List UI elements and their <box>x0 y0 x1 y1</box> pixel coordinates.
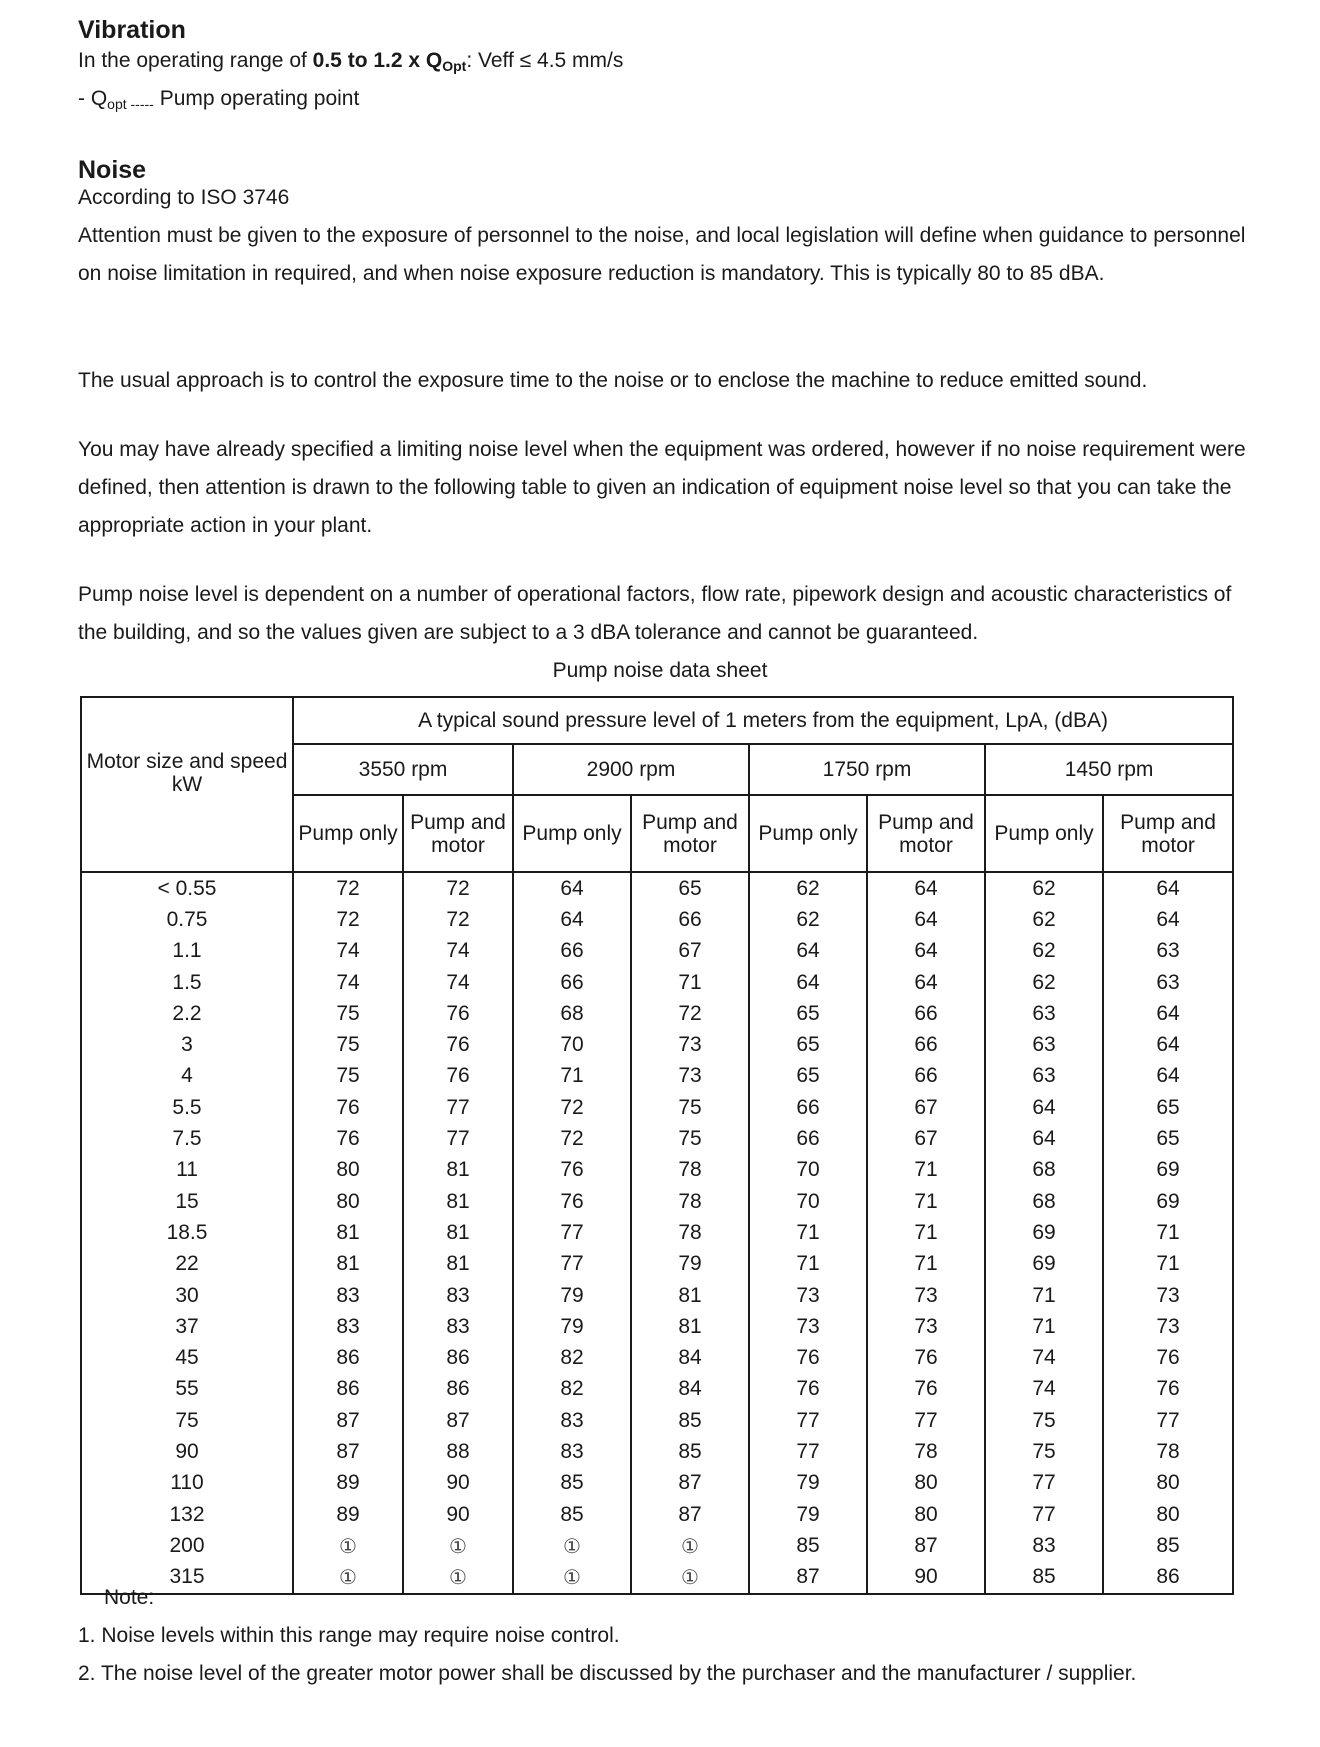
group-header: A typical sound pressure level of 1 meters from the equipment, LpA, (dBA) <box>293 697 1233 744</box>
noise-value-cell: 71 <box>631 967 749 998</box>
motor-size-cell: 3 <box>81 1029 293 1060</box>
noise-value-cell: 75 <box>293 1029 403 1060</box>
noise-value-cell: 64 <box>1103 998 1233 1029</box>
noise-value-cell: 75 <box>631 1123 749 1154</box>
noise-value-cell: 69 <box>985 1217 1103 1248</box>
noise-value-cell: 86 <box>403 1374 513 1405</box>
noise-value-cell: 71 <box>749 1217 867 1248</box>
table-row <box>81 872 1233 904</box>
noise-value-cell: 62 <box>985 872 1103 904</box>
vibration-qopt-line <box>78 80 1258 123</box>
footnote-marker-cell: ① <box>293 1562 403 1594</box>
footnote-marker-cell: ① <box>631 1562 749 1594</box>
table-caption: Pump noise data sheet <box>552 659 768 682</box>
noise-value-cell: 86 <box>293 1342 403 1373</box>
noise-value-cell: 66 <box>867 998 985 1029</box>
noise-value-cell: 67 <box>867 1123 985 1154</box>
motor-size-cell: 15 <box>81 1186 293 1217</box>
table-row <box>81 1468 1233 1499</box>
noise-value-cell: 76 <box>867 1374 985 1405</box>
motor-size-cell: 2.2 <box>81 998 293 1029</box>
noise-value-cell: 75 <box>985 1405 1103 1436</box>
motor-size-cell: 110 <box>81 1468 293 1499</box>
table-row <box>81 936 1233 967</box>
motor-size-cell: 315 <box>81 1562 293 1594</box>
noise-value-cell: 72 <box>631 998 749 1029</box>
sub-header-pump-motor: Pump and motor <box>1103 795 1233 872</box>
motor-size-cell: 90 <box>81 1436 293 1467</box>
noise-value-cell: 71 <box>1103 1249 1233 1280</box>
noise-value-cell: 79 <box>513 1280 631 1311</box>
motor-size-cell: 30 <box>81 1280 293 1311</box>
noise-value-cell: 76 <box>1103 1374 1233 1405</box>
noise-value-cell: 77 <box>749 1436 867 1467</box>
table-row <box>81 1405 1233 1436</box>
noise-value-cell: 66 <box>749 1092 867 1123</box>
table-row <box>81 1061 1233 1092</box>
noise-value-cell: 85 <box>631 1436 749 1467</box>
noise-value-cell: 86 <box>1103 1562 1233 1594</box>
noise-value-cell: 77 <box>985 1499 1103 1530</box>
motor-size-cell: 1.1 <box>81 936 293 967</box>
footnote-marker-cell: ① <box>293 1530 403 1561</box>
noise-paragraph-1: Attention must be given to the exposure of personnel to the noise, and local legislation will define when guidance to personnel on noise limitation in required, and when noise exposure reduction is mandatory. This is typically 80 to 85 dBA. <box>78 224 1246 285</box>
speed-header-1750: 1750 rpm <box>749 744 985 795</box>
noise-value-cell: 81 <box>293 1217 403 1248</box>
noise-value-cell: 83 <box>293 1311 403 1342</box>
noise-value-cell: 71 <box>985 1280 1103 1311</box>
noise-value-cell: 71 <box>867 1186 985 1217</box>
noise-value-cell: 72 <box>513 1123 631 1154</box>
motor-size-cell: 55 <box>81 1374 293 1405</box>
table-row <box>81 1123 1233 1154</box>
noise-value-cell: 82 <box>513 1374 631 1405</box>
motor-size-cell: 5.5 <box>81 1092 293 1123</box>
noise-value-cell: 66 <box>631 904 749 935</box>
noise-value-cell: 64 <box>1103 872 1233 904</box>
noise-paragraph-3: You may have already specified a limiting noise level when the equipment was ordered, however if no noise requirement were defined, then attention is drawn to the following table to given an indication of equipment noise level so that you can take the appropriate action in your plant. <box>78 438 1246 537</box>
noise-value-cell: 77 <box>749 1405 867 1436</box>
noise-value-cell: 63 <box>985 998 1103 1029</box>
noise-value-cell: 83 <box>985 1530 1103 1561</box>
noise-value-cell: 79 <box>749 1468 867 1499</box>
noise-value-cell: 72 <box>293 872 403 904</box>
sub-header-pump-only: Pump only <box>293 795 403 872</box>
noise-value-cell: 76 <box>749 1342 867 1373</box>
noise-value-cell: 71 <box>985 1311 1103 1342</box>
noise-value-cell: 72 <box>513 1092 631 1123</box>
noise-value-cell: 85 <box>513 1468 631 1499</box>
noise-value-cell: 66 <box>513 936 631 967</box>
noise-value-cell: 78 <box>631 1155 749 1186</box>
footnote-marker-cell: ① <box>631 1530 749 1561</box>
noise-value-cell: 80 <box>867 1499 985 1530</box>
noise-standard: According to ISO 3746 <box>78 186 290 209</box>
noise-value-cell: 68 <box>985 1155 1103 1186</box>
table-row <box>81 1186 1233 1217</box>
noise-value-cell: 89 <box>293 1468 403 1499</box>
noise-value-cell: 87 <box>631 1468 749 1499</box>
noise-value-cell: 64 <box>985 1092 1103 1123</box>
motor-size-cell: 200 <box>81 1530 293 1561</box>
vibration-range-suffix: : Veff ≤ 4.5 mm/s <box>466 49 624 72</box>
noise-value-cell: 75 <box>631 1092 749 1123</box>
noise-value-cell: 64 <box>985 1123 1103 1154</box>
table-row <box>81 1155 1233 1186</box>
table-row <box>81 1342 1233 1373</box>
noise-paragraph-4: Pump noise level is dependent on a number of operational factors, flow rate, pipework design and acoustic characteristics of the building, and so the values given are subject to a 3 dBA tolerance and cannot be guaranteed. <box>78 583 1232 644</box>
motor-size-cell: 1.5 <box>81 967 293 998</box>
noise-value-cell: 82 <box>513 1342 631 1373</box>
noise-value-cell: 77 <box>513 1249 631 1280</box>
footnote-marker-cell: ① <box>403 1562 513 1594</box>
noise-value-cell: 65 <box>1103 1123 1233 1154</box>
motor-size-cell: 4 <box>81 1061 293 1092</box>
noise-value-cell: 80 <box>1103 1499 1233 1530</box>
noise-value-cell: 77 <box>985 1468 1103 1499</box>
vibration-range-prefix: In the operating range of <box>78 49 313 72</box>
table-row <box>81 1249 1233 1280</box>
sub-header-pump-only: Pump only <box>513 795 631 872</box>
noise-value-cell: 73 <box>1103 1311 1233 1342</box>
noise-value-cell: 77 <box>403 1123 513 1154</box>
noise-value-cell: 81 <box>631 1280 749 1311</box>
vibration-range-bold: 0.5 to 1.2 x Q <box>312 49 443 72</box>
sub-header-pump-motor: Pump and motor <box>867 795 985 872</box>
noise-value-cell: 63 <box>1103 967 1233 998</box>
noise-value-cell: 73 <box>749 1280 867 1311</box>
noise-value-cell: 74 <box>403 967 513 998</box>
noise-value-cell: 68 <box>513 998 631 1029</box>
noise-value-cell: 69 <box>985 1249 1103 1280</box>
noise-value-cell: 66 <box>749 1123 867 1154</box>
noise-value-cell: 64 <box>867 967 985 998</box>
noise-value-cell: 75 <box>293 1061 403 1092</box>
noise-value-cell: 64 <box>513 872 631 904</box>
noise-value-cell: 74 <box>293 967 403 998</box>
note-item-1: 1. Noise levels within this range may require noise control. <box>78 1624 620 1647</box>
speed-header-1450: 1450 rpm <box>985 744 1233 795</box>
noise-value-cell: 64 <box>1103 904 1233 935</box>
table-row <box>81 1374 1233 1405</box>
qopt-prefix: - Q <box>78 87 108 110</box>
noise-value-cell: 64 <box>513 904 631 935</box>
noise-value-cell: 81 <box>293 1249 403 1280</box>
noise-value-cell: 74 <box>985 1342 1103 1373</box>
noise-value-cell: 66 <box>867 1061 985 1092</box>
table-body <box>81 872 1233 1594</box>
sub-header-pump-motor: Pump and motor <box>631 795 749 872</box>
noise-value-cell: 65 <box>631 872 749 904</box>
motor-size-cell: 0.75 <box>81 904 293 935</box>
noise-value-cell: 76 <box>1103 1342 1233 1373</box>
noise-value-cell: 68 <box>985 1186 1103 1217</box>
noise-value-cell: 64 <box>867 872 985 904</box>
noise-value-cell: 85 <box>631 1405 749 1436</box>
noise-value-cell: 76 <box>403 1061 513 1092</box>
noise-value-cell: 75 <box>293 998 403 1029</box>
noise-value-cell: 75 <box>985 1436 1103 1467</box>
noise-value-cell: 81 <box>631 1311 749 1342</box>
noise-value-cell: 87 <box>631 1499 749 1530</box>
table-row <box>81 1311 1233 1342</box>
qopt-sub: opt ----- <box>107 96 154 112</box>
noise-value-cell: 77 <box>867 1405 985 1436</box>
noise-value-cell: 78 <box>631 1217 749 1248</box>
noise-value-cell: 76 <box>513 1186 631 1217</box>
motor-size-cell: 75 <box>81 1405 293 1436</box>
noise-heading: Noise <box>78 156 147 184</box>
table-row <box>81 1029 1233 1060</box>
table-row <box>81 1280 1233 1311</box>
sub-header-pump-motor: Pump and motor <box>403 795 513 872</box>
noise-value-cell: 77 <box>513 1217 631 1248</box>
table-row <box>81 1499 1233 1530</box>
noise-value-cell: 65 <box>749 998 867 1029</box>
noise-value-cell: 81 <box>403 1249 513 1280</box>
noise-value-cell: 66 <box>513 967 631 998</box>
noise-value-cell: 72 <box>403 872 513 904</box>
noise-value-cell: 63 <box>1103 936 1233 967</box>
noise-value-cell: 73 <box>631 1029 749 1060</box>
table-row <box>81 1092 1233 1123</box>
noise-value-cell: 87 <box>403 1405 513 1436</box>
noise-value-cell: 76 <box>749 1374 867 1405</box>
noise-value-cell: 71 <box>749 1249 867 1280</box>
noise-value-cell: 87 <box>749 1562 867 1594</box>
noise-value-cell: 67 <box>631 936 749 967</box>
noise-value-cell: 69 <box>1103 1155 1233 1186</box>
noise-value-cell: 87 <box>867 1530 985 1561</box>
motor-size-cell: 37 <box>81 1311 293 1342</box>
noise-value-cell: 80 <box>1103 1468 1233 1499</box>
noise-value-cell: 73 <box>749 1311 867 1342</box>
noise-value-cell: 74 <box>985 1374 1103 1405</box>
noise-value-cell: 71 <box>867 1249 985 1280</box>
motor-size-cell: 132 <box>81 1499 293 1530</box>
noise-value-cell: 73 <box>631 1061 749 1092</box>
noise-value-cell: 86 <box>293 1374 403 1405</box>
noise-value-cell: 89 <box>293 1499 403 1530</box>
noise-value-cell: 78 <box>867 1436 985 1467</box>
noise-value-cell: 76 <box>403 1029 513 1060</box>
noise-value-cell: 80 <box>867 1468 985 1499</box>
noise-value-cell: 84 <box>631 1374 749 1405</box>
noise-value-cell: 76 <box>293 1123 403 1154</box>
noise-value-cell: 85 <box>513 1499 631 1530</box>
noise-data-table <box>80 696 1234 1595</box>
noise-value-cell: 62 <box>985 936 1103 967</box>
footnote-marker-cell: ① <box>403 1530 513 1561</box>
noise-value-cell: 67 <box>867 1092 985 1123</box>
noise-value-cell: 74 <box>293 936 403 967</box>
noise-value-cell: 73 <box>1103 1280 1233 1311</box>
vibration-range-bold-sub: Opt <box>442 58 467 74</box>
noise-value-cell: 63 <box>985 1029 1103 1060</box>
noise-value-cell: 76 <box>403 998 513 1029</box>
noise-value-cell: 87 <box>293 1405 403 1436</box>
noise-value-cell: 78 <box>1103 1436 1233 1467</box>
noise-value-cell: 64 <box>867 904 985 935</box>
noise-value-cell: 62 <box>749 904 867 935</box>
noise-value-cell: 85 <box>985 1562 1103 1594</box>
noise-value-cell: 85 <box>1103 1530 1233 1561</box>
noise-value-cell: 64 <box>1103 1029 1233 1060</box>
noise-value-cell: 72 <box>403 904 513 935</box>
note-item-2: 2. The noise level of the greater motor power shall be discussed by the purchaser and the manufacturer / supplier. <box>78 1662 1137 1685</box>
noise-value-cell: 83 <box>403 1311 513 1342</box>
noise-value-cell: 76 <box>293 1092 403 1123</box>
motor-size-cell: 11 <box>81 1155 293 1186</box>
noise-value-cell: 76 <box>513 1155 631 1186</box>
noise-value-cell: 62 <box>985 904 1103 935</box>
noise-value-cell: 80 <box>293 1186 403 1217</box>
table-row <box>81 967 1233 998</box>
noise-value-cell: 66 <box>867 1029 985 1060</box>
noise-value-cell: 81 <box>403 1155 513 1186</box>
noise-value-cell: 88 <box>403 1436 513 1467</box>
noise-value-cell: 79 <box>513 1311 631 1342</box>
table-row <box>81 1530 1233 1561</box>
noise-value-cell: 83 <box>513 1436 631 1467</box>
noise-value-cell: 64 <box>867 936 985 967</box>
noise-value-cell: 77 <box>1103 1405 1233 1436</box>
noise-value-cell: 90 <box>403 1468 513 1499</box>
footnote-marker-cell: ① <box>513 1562 631 1594</box>
noise-value-cell: 77 <box>403 1092 513 1123</box>
noise-value-cell: 80 <box>293 1155 403 1186</box>
noise-paragraph-2: The usual approach is to control the exposure time to the noise or to enclose the machine to reduce emitted sound. <box>78 369 1148 392</box>
noise-value-cell: 65 <box>749 1061 867 1092</box>
noise-value-cell: 62 <box>749 872 867 904</box>
noise-value-cell: 64 <box>749 967 867 998</box>
noise-value-cell: 78 <box>631 1186 749 1217</box>
noise-value-cell: 63 <box>985 1061 1103 1092</box>
table-row <box>81 1217 1233 1248</box>
noise-value-cell: 71 <box>867 1155 985 1186</box>
noise-value-cell: 85 <box>749 1530 867 1561</box>
noise-value-cell: 81 <box>403 1217 513 1248</box>
sub-header-pump-only: Pump only <box>985 795 1103 872</box>
noise-value-cell: 71 <box>1103 1217 1233 1248</box>
table-row <box>81 998 1233 1029</box>
noise-value-cell: 70 <box>749 1186 867 1217</box>
vibration-range-line <box>78 42 1258 85</box>
motor-size-cell: 7.5 <box>81 1123 293 1154</box>
noise-value-cell: 90 <box>867 1562 985 1594</box>
qopt-description: Pump operating point <box>159 87 360 110</box>
noise-value-cell: 71 <box>513 1061 631 1092</box>
noise-value-cell: 83 <box>513 1405 631 1436</box>
speed-header-3550: 3550 rpm <box>293 744 513 795</box>
noise-value-cell: 69 <box>1103 1186 1233 1217</box>
table-row <box>81 1436 1233 1467</box>
noise-value-cell: 79 <box>631 1249 749 1280</box>
noise-value-cell: 65 <box>1103 1092 1233 1123</box>
noise-value-cell: 81 <box>403 1186 513 1217</box>
motor-size-cell: 45 <box>81 1342 293 1373</box>
note-title: Note: <box>104 1586 155 1609</box>
noise-value-cell: 65 <box>749 1029 867 1060</box>
noise-value-cell: 74 <box>403 936 513 967</box>
noise-value-cell: 83 <box>293 1280 403 1311</box>
vibration-heading: Vibration <box>78 16 186 44</box>
noise-value-cell: 72 <box>293 904 403 935</box>
noise-value-cell: 76 <box>867 1342 985 1373</box>
noise-value-cell: 73 <box>867 1280 985 1311</box>
speed-header-2900: 2900 rpm <box>513 744 749 795</box>
noise-value-cell: 84 <box>631 1342 749 1373</box>
noise-value-cell: 79 <box>749 1499 867 1530</box>
row-header: Motor size and speed kW <box>81 697 293 872</box>
noise-value-cell: 87 <box>293 1436 403 1467</box>
noise-value-cell: 64 <box>749 936 867 967</box>
motor-size-cell: 22 <box>81 1249 293 1280</box>
motor-size-cell: < 0.55 <box>81 872 293 904</box>
noise-value-cell: 62 <box>985 967 1103 998</box>
noise-value-cell: 73 <box>867 1311 985 1342</box>
table-row <box>81 904 1233 935</box>
noise-value-cell: 83 <box>403 1280 513 1311</box>
motor-size-cell: 18.5 <box>81 1217 293 1248</box>
sub-header-pump-only: Pump only <box>749 795 867 872</box>
noise-value-cell: 90 <box>403 1499 513 1530</box>
table-row <box>81 1562 1233 1594</box>
noise-value-cell: 70 <box>513 1029 631 1060</box>
noise-value-cell: 64 <box>1103 1061 1233 1092</box>
noise-value-cell: 86 <box>403 1342 513 1373</box>
footnote-marker-cell: ① <box>513 1530 631 1561</box>
noise-value-cell: 70 <box>749 1155 867 1186</box>
noise-value-cell: 71 <box>867 1217 985 1248</box>
